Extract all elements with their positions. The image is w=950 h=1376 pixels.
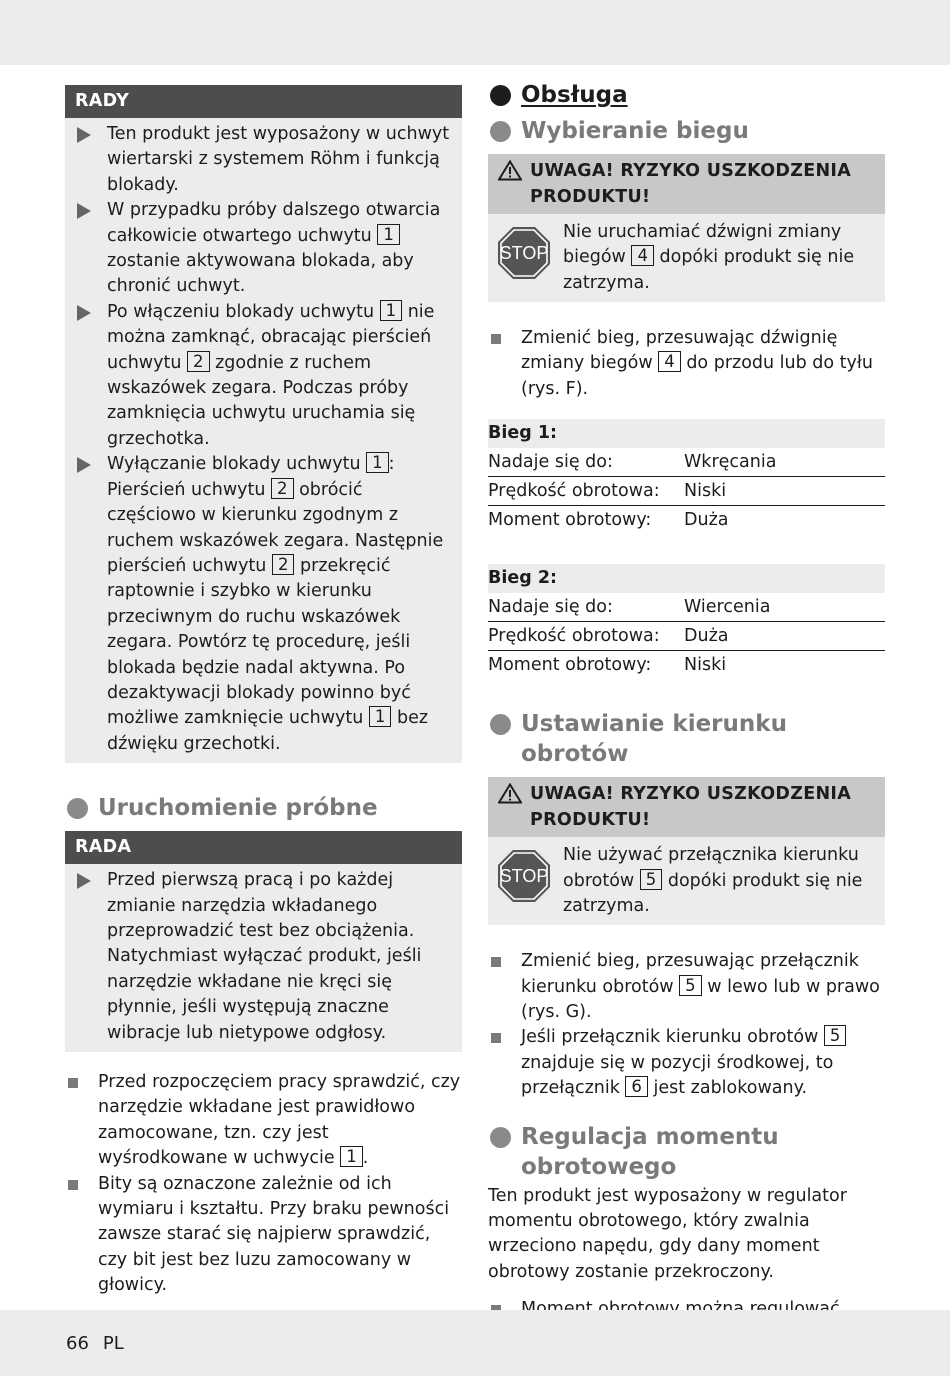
operation-heading-text: Obsługa — [521, 82, 628, 108]
tips-list — [65, 118, 462, 763]
tip-item — [75, 122, 452, 198]
direction-warning-text: Nie używać przełącznika kierunku obrotów 5 dopóki produkt się nie zatrzyma. — [563, 845, 863, 917]
square-bullet-icon — [68, 1078, 78, 1088]
tip-item — [75, 198, 452, 300]
part-number-box: 2 — [272, 554, 295, 575]
arrow-icon — [77, 203, 91, 219]
gear-warning-text: Nie uruchamiać dźwigni zmiany biegów 4 dopóki produkt się nie zatrzyma. — [563, 222, 855, 293]
stop-sign-icon — [497, 226, 551, 280]
table-row — [488, 448, 885, 477]
arrow-icon — [77, 873, 91, 889]
gear-warning-title-text: UWAGA! RYZYKO USZKODZENIA PRODUKTU! — [530, 161, 852, 207]
table-row-value: Duża — [684, 510, 729, 531]
table-row — [488, 651, 885, 679]
tip-item-text: Wyłączanie blokady uchwytu 1 : Pierścień uchwytu 2 obrócić częściowo w kierunku zgodnym z ruchem wskazówek zegara. Następnie pierścień uchwytu 2 przekręcić raptownie i szybko w kierunku przeciwnym do ruchu wskazówek zegara. Powtórz tę procedurę, jeśli blokada będzie nadal aktywna. Po dezaktywacji blokady powinno być możliwe zamknięcie uchwytu 1 bez dźwięku grzechotki. — [107, 453, 444, 754]
test-run-bullets — [65, 1070, 462, 1299]
table-row — [488, 506, 885, 534]
torque-text: Ten produkt jest wyposażony w regulator momentu obrotowego, który zwalnia wrzeciono napędu, gdy dany moment obrotowy zostanie przekroczony. — [488, 1185, 847, 1282]
test-run-heading-text: Uruchomienie próbne — [98, 795, 378, 822]
gear-bullet-text: Zmienić bieg, przesuwając dźwignię zmiany biegów 4 do przodu lub do tyłu (rys. F). — [521, 328, 873, 399]
tip-item-text: Ten produkt jest wyposażony w uchwyt wiertarski z systemem Röhm i funkcją blokady. — [107, 124, 450, 195]
tip-item — [75, 452, 452, 757]
footer — [66, 1333, 138, 1354]
direction-warning-title — [488, 777, 885, 837]
tip-item — [75, 868, 452, 1046]
tips-box-title: RADY — [65, 85, 462, 118]
test-run-tip-body — [65, 864, 462, 1052]
gear2-title: Bieg 2: — [488, 564, 885, 593]
direction-heading-text: Ustawianie kierunku obrotów — [521, 711, 787, 768]
left-column — [65, 85, 462, 1299]
stop-sign-label: STOP — [499, 866, 549, 887]
torque-heading — [488, 1122, 885, 1182]
square-bullet-icon — [68, 1180, 78, 1190]
direction-warning-box — [488, 777, 885, 925]
gear-warning-body — [488, 214, 885, 302]
bullet-dot-icon — [490, 714, 511, 735]
table-row — [488, 477, 885, 506]
test-run-tip-box — [65, 831, 462, 1052]
tip-item-text: Po włączeniu blokady uchwytu 1 nie można zamknąć, obracając pierścień uchwytu 2 zgodnie z ruchem wskazówek zegara. Podczas próby zamknięcia uchwytu uruchamia się grzechotka. — [107, 300, 435, 449]
tip-item-text: W przypadku próby dalszego otwarcia całkowicie otwartego uchwytu 1 zostanie aktywowana blokada, aby chronić uchwyt. — [107, 200, 441, 297]
bullet-dot-icon — [490, 85, 511, 106]
part-number-box: 2 — [187, 351, 210, 372]
part-number-box: 1 — [369, 706, 392, 727]
square-bullet-icon — [491, 957, 501, 967]
direction-warning-title-text: UWAGA! RYZYKO USZKODZENIA PRODUKTU! — [530, 784, 852, 831]
test-run-bullet — [65, 1070, 462, 1172]
gear-heading — [488, 116, 885, 146]
test-run-bullet — [65, 1172, 462, 1299]
gear1-table — [488, 419, 885, 534]
arrow-icon — [77, 127, 91, 143]
part-number-box: 6 — [625, 1076, 648, 1097]
bullet-dot-icon — [67, 798, 88, 819]
language-code: PL — [102, 1333, 124, 1354]
table-row-value: Wiercenia — [684, 597, 771, 618]
table-row-value: Niski — [684, 655, 727, 676]
table-row-label: Prędkość obrotowa: — [488, 626, 660, 647]
gear-heading-text: Wybieranie biegu — [521, 118, 749, 144]
direction-bullets — [488, 949, 885, 1101]
table-row-label: Nadaje się do: — [488, 597, 613, 618]
operation-heading — [488, 80, 885, 110]
table-row-value: Duża — [684, 626, 729, 647]
direction-bullet-text: Zmienić bieg, przesuwając przełącznik kierunku obrotów 5 w lewo lub w prawo (rys. G). — [521, 951, 880, 1023]
part-number-box: 4 — [658, 351, 681, 372]
bullet-dot-icon — [490, 1127, 511, 1148]
test-run-bullet-text: Przed rozpoczęciem pracy sprawdzić, czy narzędzie wkładane jest prawidłowo zamocowane, tzn. czy jest wyśrodkowane w uchwycie 1 . — [98, 1072, 461, 1169]
test-run-bullet-text: Bity są oznaczone zależnie od ich wymiaru i kształtu. Przy braku pewności zawsze starać się najpierw sprawdzić, czy bit jest bez luzu zamocowany w głowicy. — [98, 1173, 450, 1296]
part-number-box: 1 — [366, 452, 389, 473]
tips-box — [65, 85, 462, 763]
square-bullet-icon — [491, 1033, 501, 1043]
arrow-icon — [77, 457, 91, 473]
square-bullet-icon — [491, 334, 501, 344]
stop-sign-icon — [497, 849, 551, 903]
gear1-title: Bieg 1: — [488, 419, 885, 448]
torque-heading-text: Regulacja momentu obrotowego — [521, 1123, 779, 1180]
table-row-label: Moment obrotowy: — [488, 510, 652, 531]
gear-warning-box — [488, 154, 885, 302]
gear2-table — [488, 564, 885, 679]
part-number-box: 1 — [340, 1146, 363, 1167]
direction-bullet — [488, 1025, 885, 1101]
table-row-value: Wkręcania — [684, 452, 777, 473]
gear-bullet — [488, 326, 885, 402]
test-run-tip-text: Przed pierwszą pracą i po każdej zmianie narzędzia wkładanego przeprowadzić test bez obciążenia. Natychmiast wyłączać produkt, jeśli narzędzie wkładane nie kręci się płynnie, jeśli występują znaczne wibracje lub nietypowe odgłosy. — [107, 870, 422, 1043]
part-number-box: 1 — [377, 224, 400, 245]
part-number-box: 5 — [640, 869, 663, 890]
direction-bullet-text: Jeśli przełącznik kierunku obrotów 5 znajduje się w pozycji środkowej, to przełącznik 6 jest zablokowany. — [521, 1025, 885, 1101]
page-number: 66 — [66, 1333, 89, 1354]
part-number-box: 5 — [679, 975, 702, 996]
direction-heading — [488, 709, 885, 769]
part-number-box: 5 — [824, 1025, 847, 1046]
bullet-dot-icon — [490, 121, 511, 142]
part-number-box: 1 — [380, 300, 403, 321]
tip-item — [75, 300, 452, 452]
warning-triangle-icon — [498, 783, 522, 804]
arrow-icon — [77, 305, 91, 321]
table-row-label: Moment obrotowy: — [488, 655, 652, 676]
test-run-heading — [65, 793, 462, 823]
test-run-tip-title: RADA — [65, 831, 462, 864]
direction-warning-body — [488, 837, 885, 925]
table-row — [488, 622, 885, 651]
stop-sign-label: STOP — [499, 243, 549, 263]
table-row — [488, 593, 885, 622]
table-row-label: Prędkość obrotowa: — [488, 481, 660, 502]
gear-warning-title — [488, 154, 885, 214]
warning-triangle-icon — [498, 160, 522, 181]
table-row-value: Niski — [684, 481, 727, 502]
top-band — [0, 0, 950, 65]
footer-band — [0, 1310, 950, 1376]
part-number-box: 4 — [631, 245, 654, 266]
part-number-box: 2 — [271, 478, 294, 499]
table-row-label: Nadaje się do: — [488, 452, 613, 473]
right-column — [488, 80, 885, 1348]
direction-bullet — [488, 949, 885, 1025]
